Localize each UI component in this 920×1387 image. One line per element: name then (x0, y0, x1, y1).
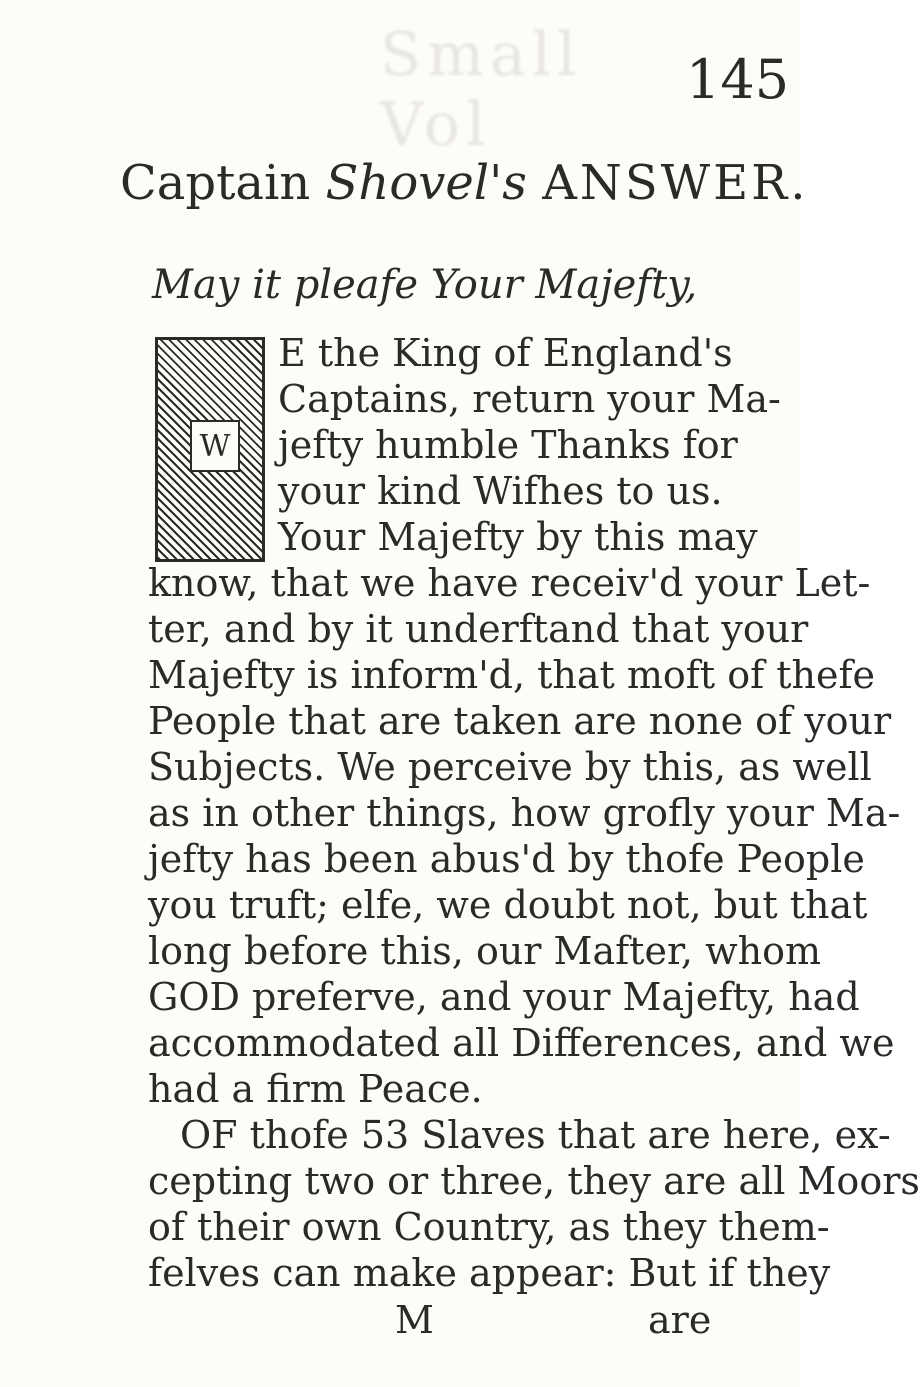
body-line: Captains, return your Ma- (278, 377, 781, 421)
salutation: May it pleafe Your Majefty, (152, 262, 698, 308)
bleed-through-text: Small Vol (380, 20, 583, 160)
body-line: as in other things, how grofly your Ma- (148, 791, 901, 835)
heading-prefix: Captain (120, 155, 311, 211)
signature-mark: M (395, 1298, 434, 1342)
body-line: E the King of England's (278, 331, 733, 375)
catchword: are (648, 1298, 712, 1342)
body-line: cepting two or three, they are all Moors (148, 1159, 920, 1203)
body-line: Subjects. We perceive by this, as well (148, 745, 872, 789)
heading-suffix: ANSWER. (542, 155, 809, 211)
body-line: jefty has been abus'd by thofe People (148, 837, 865, 881)
body-line: Majefty is inform'd, that moft of thefe (148, 653, 876, 697)
body-line: OF thofe 53 Slaves that are here, ex- (180, 1113, 891, 1157)
body-line: GOD preferve, and your Majefty, had (148, 975, 860, 1019)
page-number: 145 (686, 48, 790, 111)
body-line: felves can make appear: But if they (148, 1251, 831, 1295)
heading-name: Shovel's (325, 155, 527, 211)
body-line: ter, and by it underftand that your (148, 607, 809, 651)
initial-letter: W (190, 420, 240, 472)
body-line: Your Majefty by this may (278, 515, 758, 559)
body-line: People that are taken are none of your (148, 699, 892, 743)
body-line: your kind Wifhes to us. (278, 469, 723, 513)
body-line: of their own Country, as they them- (148, 1205, 830, 1249)
body-line: accommodated all Differences, and we (148, 1021, 895, 1065)
body-line: had a firm Peace. (148, 1067, 483, 1111)
body-line: know, that we have receiv'd your Let- (148, 561, 871, 605)
body-line: you truft; elfe, we doubt not, but that (148, 883, 868, 927)
body-line: long before this, our Mafter, whom (148, 929, 821, 973)
body-line: jefty humble Thanks for (278, 423, 738, 467)
